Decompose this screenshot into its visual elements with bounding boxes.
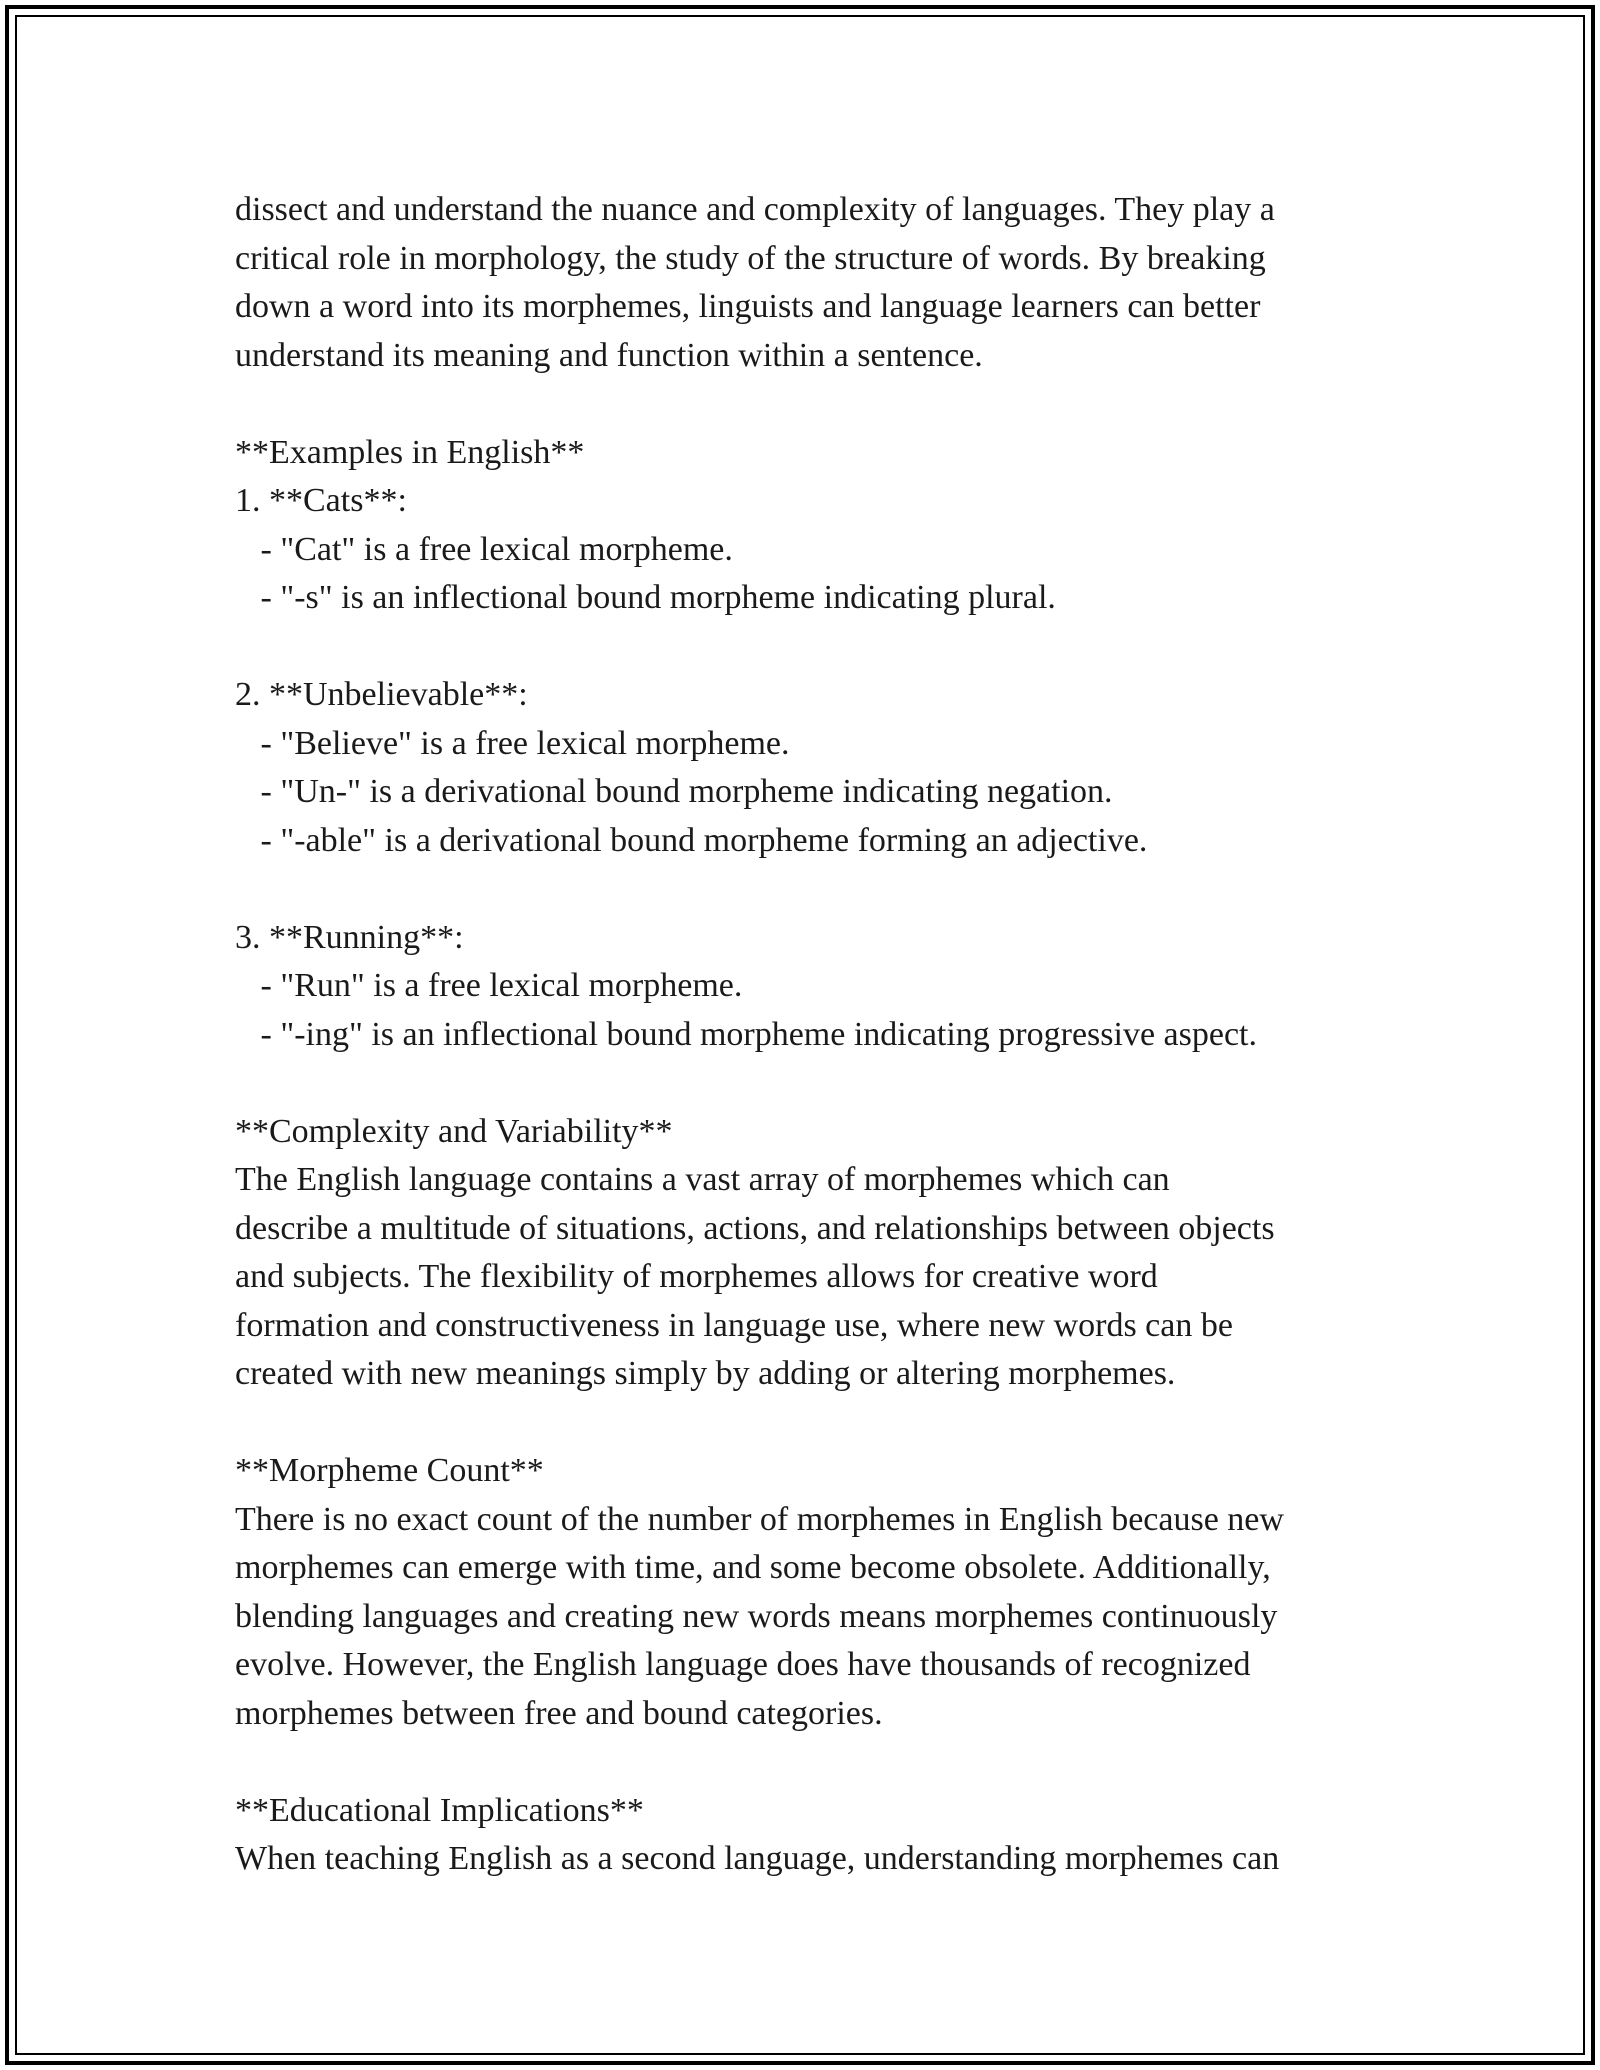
text-line: formation and constructiveness in language use, where new words can be — [235, 1306, 1233, 1344]
section-heading-examples: **Examples in English** — [235, 433, 585, 471]
example-point: - "-ing" is an inflectional bound morpheme indicating progressive aspect. — [235, 1015, 1257, 1053]
document-body — [235, 186, 1395, 1884]
complexity-section — [235, 1108, 1395, 1399]
educational-section — [235, 1787, 1395, 1884]
text-line: and subjects. The flexibility of morphemes allows for creative word — [235, 1258, 1158, 1295]
section-heading-complexity: **Complexity and Variability** — [235, 1112, 673, 1150]
spacer — [235, 865, 1395, 914]
spacer — [235, 1399, 1395, 1448]
text-line: critical role in morphology, the study of the structure of words. By breaking — [235, 239, 1266, 277]
example-point: - "Un-" is a derivational bound morpheme indicating negation. — [235, 773, 1113, 810]
text-line: morphemes between free and bound categories. — [235, 1694, 883, 1732]
example-item-running — [235, 914, 1395, 1060]
text-line: evolve. However, the English language does have thousands of recognized — [235, 1646, 1251, 1683]
text-line: down a word into its morphemes, linguists and language learners can better — [235, 288, 1261, 325]
morpheme-count-section — [235, 1447, 1395, 1738]
spacer — [235, 380, 1395, 429]
spacer — [235, 1059, 1395, 1108]
example-item-cats — [235, 477, 1395, 623]
text-line: blending languages and creating new words means morphemes continuously — [235, 1597, 1278, 1635]
spacer — [235, 623, 1395, 672]
text-line: created with new meanings simply by adding or altering morphemes. — [235, 1355, 1176, 1392]
section-heading-education: **Educational Implications** — [235, 1791, 644, 1829]
example-point: - "Run" is a free lexical morpheme. — [235, 967, 743, 1004]
example-title: 3. **Running**: — [235, 918, 464, 956]
spacer — [235, 1738, 1395, 1787]
text-line: dissect and understand the nuance and complexity of languages. They play a — [235, 191, 1275, 228]
text-line: morphemes can emerge with time, and some become obsolete. Additionally, — [235, 1549, 1271, 1586]
example-point: - "Cat" is a free lexical morpheme. — [235, 530, 733, 568]
example-item-unbelievable — [235, 671, 1395, 865]
examples-section — [235, 429, 1395, 1060]
example-title: 2. **Unbelievable**: — [235, 676, 528, 713]
section-heading-count: **Morpheme Count** — [235, 1452, 544, 1489]
example-point: - "Believe" is a free lexical morpheme. — [235, 724, 790, 762]
text-line: describe a multitude of situations, actions, and relationships between objects — [235, 1209, 1275, 1247]
example-point: - "-able" is a derivational bound morpheme forming an adjective. — [235, 821, 1148, 859]
text-line: understand its meaning and function within a sentence. — [235, 336, 983, 374]
intro-paragraph — [235, 186, 1395, 380]
text-line: When teaching English as a second language, understanding morphemes can — [235, 1840, 1280, 1877]
example-title: 1. **Cats**: — [235, 482, 407, 519]
text-line: The English language contains a vast array of morphemes which can — [235, 1161, 1170, 1198]
example-point: - "-s" is an inflectional bound morpheme indicating plural. — [235, 579, 1056, 616]
text-line: There is no exact count of the number of morphemes in English because new — [235, 1500, 1284, 1538]
